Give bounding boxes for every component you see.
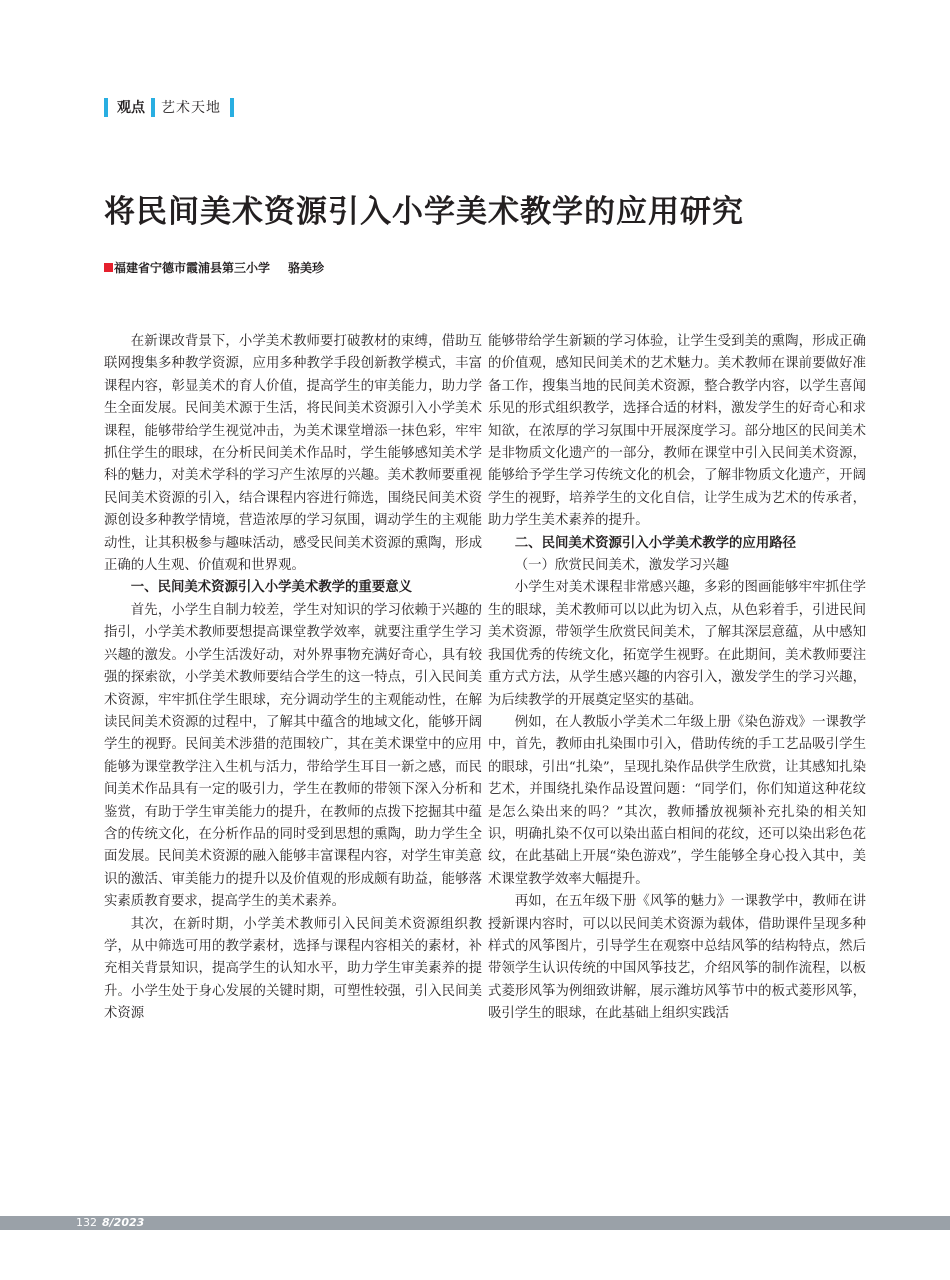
category-label: 艺术天地 (161, 100, 221, 116)
author-name: 骆美珍 (288, 261, 325, 275)
section-header (104, 94, 234, 120)
red-square-icon (104, 263, 113, 272)
page-number: 132 (76, 1216, 97, 1229)
section-heading-2: 二、民间美术资源引入小学美术教学的应用路径 (514, 535, 796, 551)
paragraph: 例如，在人教版小学美术二年级上册《染色游戏》一课教学中，首先，教师由扎染围巾引入，借助传统的手工艺品吸引学生的眼球，引出“扎染”，呈现扎染作品供学生欣赏，让其感知扎染艺术，并围绕扎染作品设置问题：“同学们，你们知道这种花纹是怎么染出来的吗？”其次，教师播放视频补充扎染的相关知识，明确扎染不仅可以染出蓝白相间的花纹，还可以染出彩色花纹，在此基础上开展“染色游戏”，学生能够全身心投入其中，美术课堂教学效率大幅提升。 (488, 714, 866, 887)
paragraph: 首先，小学生自制力较差，学生对知识的学习依赖于兴趣的指引，小学美术教师要想提高课堂教学效率，就要注重学生学习兴趣的激发。小学生活泼好动，对外界事物充满好奇心，具有较强的探索欲，小学美术教师要结合学生的这一特点，引入民间美术资源，牢牢抓住学生眼球，充分调动学生的主观能动性，在解读民间美术资源的过程中，了解其中蕴含的地域文化，能够开阔学生的视野。民间美术涉猎的范围较广，其在美术课堂中的应用能够为课堂教学注入生机与活力，带给学生耳目一新之感，而民间美术作品具有一定的吸引力，学生在教师的带领下深入分析和鉴赏，有助于学生审美能力的提升，在教师的点拨下挖掘其中蕴含的传统文化，在分析作品的同时受到思想的熏陶，助力学生全面发展。民间美术资源的融入能够丰富课程内容，对学生审美意识的激活、审美能力的提升以及价值观的形成颇有助益，能够落实素质教育要求，提高学生的美术素养。 (104, 602, 482, 910)
left-column (104, 331, 482, 1026)
page-footer (0, 1216, 950, 1230)
subsection-heading: （一）欣赏民间美术，激发学习兴趣 (514, 558, 730, 574)
issue-label: 8/2023 (102, 1216, 145, 1229)
header-bar-right (230, 98, 234, 117)
author-line (104, 259, 324, 276)
section-label: 观点 (117, 100, 145, 116)
article-title: 将民间美术资源引入小学美术教学的应用研究 (104, 194, 744, 230)
paragraph: 小学生对美术课程非常感兴趣，多彩的图画能够牢牢抓住学生的眼球，美术教师可以以此为切入点，从色彩着手，引进民间美术资源，带领学生欣赏民间美术，了解其深层意蕴，从中感知我国优秀的传统文化，拓宽学生视野。在此期间，美术教师要注重方式方法，从学生感兴趣的内容引入，激发学生的学习兴趣，为后续教学的开展奠定坚实的基础。 (488, 580, 866, 708)
header-bar-middle (151, 98, 155, 117)
paragraph: 其次，在新时期，小学美术教师引入民间美术资源组织教学，从中筛选可用的教学素材，选择与课程内容相关的素材，补充相关背景知识，提高学生的认知水平，助力学生审美素养的提升。小学生处于身心发展的关键时期，可塑性较强，引入民间美术资源 (104, 916, 482, 1022)
paragraph: 再如，在五年级下册《风筝的魅力》一课教学中，教师在讲授新课内容时，可以以民间美术资源为载体，借助课件呈现多种样式的风筝图片，引导学生在观察中总结风筝的结构特点，然后带领学生认识传统的中国风筝技艺，介绍风筝的制作流程，以板式菱形风筝为例细致讲解，展示潍坊风筝节中的板式菱形风筝，吸引学生的眼球，在此基础上组织实践活 (488, 894, 866, 1022)
paragraph: 在新课改背景下，小学美术教师要打破教材的束缚，借助互联网搜集多种教学资源，应用多种教学手段创新教学模式，丰富课程内容，彰显美术的育人价值，提高学生的审美能力，助力学生全面发展。民间美术源于生活，将民间美术资源引入小学美术课程，能够带给学生视觉冲击，为美术课堂增添一抹色彩，牢牢抓住学生的眼球，在分析民间美术作品时，学生能够感知美术学科的魅力，对美术学科的学习产生浓厚的兴趣。美术教师要重视民间美术资源的引入，结合课程内容进行筛选，围绕民间美术资源创设多种教学情境，营造浓厚的学习氛围，调动学生的主观能动性，让其积极参与趣味活动，感受民间美术资源的熏陶，形成正确的人生观、价值观和世界观。 (104, 334, 482, 574)
right-column (488, 331, 866, 1026)
author-affiliation: 福建省宁德市霞浦县第三小学 (114, 261, 271, 275)
section-heading-1: 一、民间美术资源引入小学美术教学的重要意义 (130, 580, 412, 596)
paragraph-continued: 能够带给学生新颖的学习体验，让学生受到美的熏陶，形成正确的价值观，感知民间美术的艺术魅力。美术教师在课前要做好准备工作，搜集当地的民间美术资源，整合教学内容，以学生喜闻乐见的形式组织教学，选择合适的材料，激发学生的好奇心和求知欲，在浓厚的学习氛围中开展深度学习。部分地区的民间美术是非物质文化遗产的一部分，教师在课堂中引入民间美术资源，能够给予学生学习传统文化的机会，了解非物质文化遗产，开阔学生的视野，培养学生的文化自信，让学生成为艺术的传承者，助力学生美术素养的提升。 (488, 334, 866, 529)
header-bar-left (104, 98, 108, 117)
